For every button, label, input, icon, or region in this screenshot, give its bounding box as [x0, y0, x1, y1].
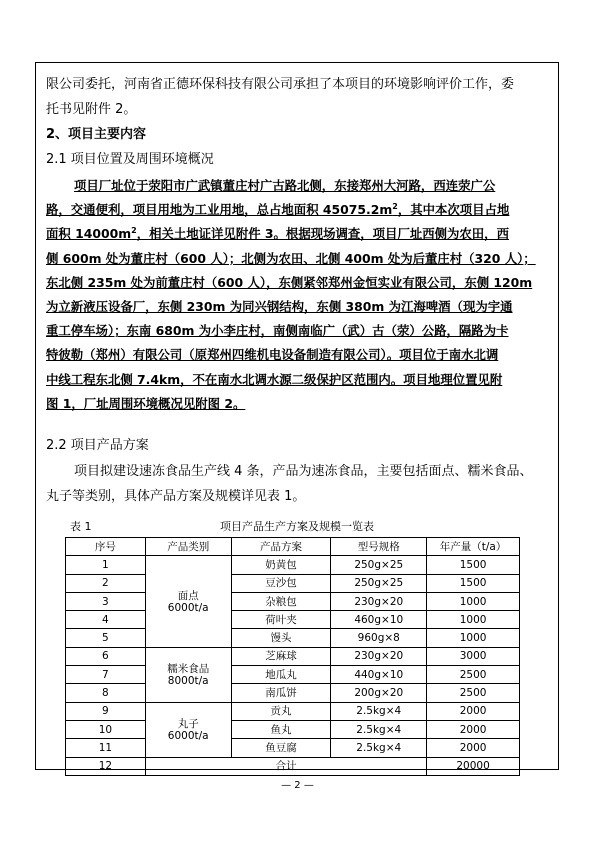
section-heading-2-2: 2.2 项目产品方案 — [46, 438, 149, 453]
annual-output: 2000 — [427, 702, 520, 720]
table-header-cell: 序号 — [66, 538, 146, 556]
section-heading-2-1: 2.1 项目位置及周围环境概况 — [46, 152, 214, 167]
table-header-cell: 年产量（t/a） — [427, 538, 520, 556]
product-paragraph-line-1: 项目拟建设速冻食品生产线 4 条，产品为速冻食品，主要包括面点、糯米食品、 — [74, 464, 533, 479]
table-row — [66, 629, 520, 647]
product-name: 馒头 — [231, 629, 331, 647]
product-spec: 230g×20 — [331, 592, 427, 610]
location-line: 东北侧 235m 处为前董庄村（600 人），东侧紧邻郑州金恒实业有限公司，东侧 120m — [46, 274, 533, 290]
location-line: 重工停车场）；东南 680m 为小李庄村，南侧南临广（武）古（荥）公路，隔路为卡 — [46, 323, 509, 339]
table-row — [66, 556, 520, 574]
product-spec: 2.5kg×4 — [331, 739, 427, 757]
row-number: 10 — [66, 720, 146, 738]
intro-line-1: 限公司委托，河南省正德环保科技有限公司承担了本项目的环境影响评价工作，委 — [46, 77, 515, 92]
product-paragraph-line-2: 丸子等类别，具体产品方案及规模详见表 1。 — [46, 489, 306, 504]
row-number: 3 — [66, 592, 146, 610]
product-spec: 230g×20 — [331, 647, 427, 665]
annual-output: 2000 — [427, 739, 520, 757]
table-header-cell: 型号规格 — [331, 538, 427, 556]
row-number: 6 — [66, 647, 146, 665]
product-spec: 460g×10 — [331, 611, 427, 629]
total-label: 合计 — [145, 757, 426, 775]
row-number: 4 — [66, 611, 146, 629]
category-cell: 面点 6000t/a — [145, 556, 231, 647]
product-spec: 200g×20 — [331, 684, 427, 702]
row-number: 1 — [66, 556, 146, 574]
row-number: 8 — [66, 684, 146, 702]
product-spec: 960g×8 — [331, 629, 427, 647]
annual-output: 2500 — [427, 684, 520, 702]
intro-line-2: 托书见附件 2。 — [46, 102, 137, 117]
annual-output: 2000 — [427, 720, 520, 738]
table-title: 项目产品生产方案及规模一览表 — [220, 520, 374, 533]
product-name: 地瓜丸 — [231, 666, 331, 684]
location-paragraph — [46, 174, 552, 416]
section-heading-2: 2、项目主要内容 — [46, 127, 147, 142]
product-name: 奶黄包 — [231, 556, 331, 574]
row-number: 12 — [66, 757, 146, 775]
table-row — [66, 611, 520, 629]
page-number: — 2 — — [281, 780, 314, 791]
product-spec: 250g×25 — [331, 556, 427, 574]
product-name: 鱼丸 — [231, 720, 331, 738]
annual-output: 3000 — [427, 647, 520, 665]
product-name: 豆沙包 — [231, 574, 331, 592]
product-name: 鱼豆腐 — [231, 739, 331, 757]
category-cell: 糯米食品 8000t/a — [145, 647, 231, 702]
table-header-cell: 产品方案 — [231, 538, 331, 556]
row-number: 11 — [66, 739, 146, 757]
product-name: 荷叶夹 — [231, 611, 331, 629]
annual-output: 2500 — [427, 666, 520, 684]
annual-output: 1000 — [427, 592, 520, 610]
location-line: 项目厂址位于荥阳市广武镇董庄村广古路北侧，东接郑州大河路，西连荥广公 — [74, 178, 496, 193]
table-total-row — [66, 757, 520, 775]
table-label: 表 1 — [70, 520, 92, 533]
location-line: 侧 600m 处为董庄村（600 人）；北侧为农田、北侧 400m 处为后董庄村（320 人）； — [46, 250, 536, 266]
table-row — [66, 647, 520, 665]
row-number: 5 — [66, 629, 146, 647]
table-row — [66, 666, 520, 684]
table-row — [66, 739, 520, 757]
product-spec: 2.5kg×4 — [331, 702, 427, 720]
table-row — [66, 720, 520, 738]
table-row — [66, 592, 520, 610]
table-header-row — [66, 538, 520, 556]
product-table — [65, 537, 520, 776]
location-line: 图 1，厂址周围环境概况见附图 2。 — [46, 395, 246, 411]
location-line: 面积 $14000m^2$，相关土地证详见附件 3。根据现场调查，项目厂址西侧为农田，西 — [46, 226, 509, 242]
annual-output: 1500 — [427, 574, 520, 592]
product-spec: 250g×25 — [331, 574, 427, 592]
table-row — [66, 702, 520, 720]
table-row — [66, 684, 520, 702]
location-line: 特彼勒（郑州）有限公司（原郑州四维机电设备制造有限公司）。项目位于南水北调 — [46, 347, 499, 363]
product-name: 贡丸 — [231, 702, 331, 720]
row-number: 9 — [66, 702, 146, 720]
location-line: 路，交通便利，项目用地为工业用地，总占地面积 $45075.2m^2$，其中本次项目占地 — [46, 202, 510, 218]
total-output: 20000 — [427, 757, 520, 775]
annual-output: 1500 — [427, 556, 520, 574]
product-name: 南瓜饼 — [231, 684, 331, 702]
table-header-cell: 产品类别 — [145, 538, 231, 556]
annual-output: 1000 — [427, 611, 520, 629]
table-row — [66, 574, 520, 592]
row-number: 7 — [66, 666, 146, 684]
product-name: 杂粮包 — [231, 592, 331, 610]
category-cell: 丸子 6000t/a — [145, 702, 231, 757]
location-line: 为立新液压设备厂，东侧 230m 为同兴钢结构，东侧 380m 为江海啤酒（现为宇通 — [46, 298, 513, 314]
annual-output: 1000 — [427, 629, 520, 647]
product-spec: 440g×10 — [331, 666, 427, 684]
product-name: 芝麻球 — [231, 647, 331, 665]
product-spec: 2.5kg×4 — [331, 720, 427, 738]
row-number: 2 — [66, 574, 146, 592]
location-line: 中线工程东北侧 7.4km，不在南水北调水源二级保护区范围内。项目地理位置见附 — [46, 371, 503, 387]
